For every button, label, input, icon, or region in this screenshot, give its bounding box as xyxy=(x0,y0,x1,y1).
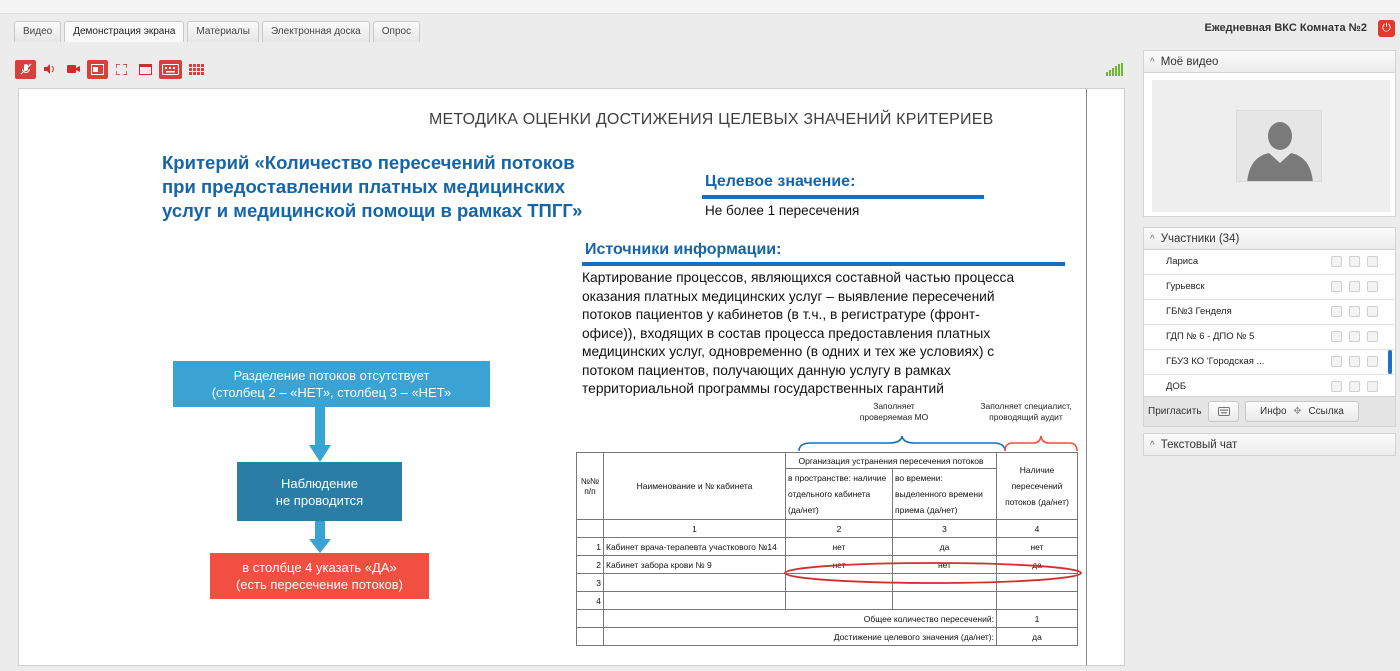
table-row: 2 Кабинет забора крови № 9 нет нет да xyxy=(577,556,1078,574)
table-row: 4 xyxy=(577,592,1078,610)
room-title: Ежедневная ВКС Комната №2 xyxy=(1204,22,1367,34)
achieve-value: да xyxy=(997,628,1078,646)
layout-icon[interactable] xyxy=(87,60,108,79)
note-filled-by-auditor: Заполняет специалист, проводящий аудит xyxy=(980,401,1072,422)
list-item[interactable]: ГБУЗ КО 'Городская ... xyxy=(1144,350,1395,375)
text-chat-header[interactable]: ^ Текстовый чат xyxy=(1143,433,1396,456)
total-label: Общее количество пересечений: xyxy=(604,610,997,628)
chevron-up-icon: ^ xyxy=(1150,234,1155,245)
th-group: Организация устранения пересечения потоков xyxy=(786,453,997,469)
table-row: 3 xyxy=(577,574,1078,592)
my-video-box xyxy=(1143,73,1396,217)
participants-list xyxy=(1143,250,1396,397)
flow-box-no-observation: Наблюдение не проводится xyxy=(237,462,402,521)
th-space: в пространстве: наличие отдельного кабинета (да/нет) xyxy=(786,469,893,520)
info-link-button[interactable]: Инфо ✥ Ссылка xyxy=(1245,401,1359,422)
invite-keyboard-button[interactable] xyxy=(1208,401,1239,422)
speaker-icon[interactable] xyxy=(39,60,60,79)
table-row: 1 Кабинет врача-терапевта участкового №14 нет да нет xyxy=(577,538,1078,556)
chevron-up-icon: ^ xyxy=(1150,57,1155,68)
col-number-1: 1 xyxy=(604,520,786,538)
sources-underline xyxy=(582,262,1065,266)
tab-poll[interactable]: Опрос xyxy=(373,21,420,42)
fullscreen-icon[interactable] xyxy=(111,60,132,79)
flow-arrow-2 xyxy=(307,521,333,554)
grid-icon[interactable] xyxy=(185,60,208,79)
keyboard-icon xyxy=(1218,407,1230,416)
tab-screen-share[interactable]: Демонстрация экрана xyxy=(64,21,184,42)
link-icon: ✥ xyxy=(1293,406,1302,417)
list-item[interactable]: Гурьевск xyxy=(1144,275,1395,300)
list-item[interactable]: ГБ№3 Генделя xyxy=(1144,300,1395,325)
table-total-row xyxy=(577,610,1078,628)
list-item[interactable]: ДОБ xyxy=(1144,375,1395,400)
flow-box-no-separation: Разделение потоков отсутствует (столбец 2 – «НЕТ», столбец 3 – «НЕТ» xyxy=(173,361,490,407)
my-video-header[interactable]: ^ Моё видео xyxy=(1143,50,1396,73)
achieve-label: Достижение целевого значения (да/нет): xyxy=(604,628,997,646)
tab-whiteboard[interactable]: Электронная доска xyxy=(262,21,370,42)
invite-label: Пригласить xyxy=(1148,406,1202,417)
highlight-ellipse xyxy=(782,560,1084,586)
tab-video[interactable]: Видео xyxy=(14,21,61,42)
flow-arrow-1 xyxy=(307,407,333,463)
target-underline xyxy=(702,195,984,199)
criterion-table xyxy=(576,452,1078,646)
list-item[interactable]: Лариса xyxy=(1144,250,1395,275)
tab-materials[interactable]: Материалы xyxy=(187,21,259,42)
right-panel xyxy=(1143,50,1396,456)
th-time: во времени: выделенного времени приема (да/нет) xyxy=(893,469,997,520)
camera-icon[interactable] xyxy=(63,60,84,79)
criterion-title: Критерий «Количество пересечений потоков при предоставлении платных медицинских услуг и медицинской помощи в рамках ТПГГ» xyxy=(162,152,583,221)
screen-share-area xyxy=(18,88,1125,666)
th-name: Наименование и № кабинета xyxy=(604,453,786,520)
sources-text: Картирование процессов, являющихся составной частью процесса оказания платных медицинских услуг – выявление пересечений потоков пациентов у кабинетов (в т.ч., в регистратуре (фронт- офисе)), входящих в состав процесса предоставления платных медицинских услуг, одновременно (в одних и тех же условиях) с потоком пациентов, получающих данную услугу в рамках территориальной программы государственных гарантий xyxy=(582,270,1015,396)
window-icon[interactable] xyxy=(135,60,156,79)
participants-header[interactable]: ^ Участники (34) xyxy=(1143,227,1396,250)
power-icon[interactable]: ⏻ xyxy=(1378,20,1395,37)
slide-side-strip xyxy=(1086,89,1124,665)
th-crossings: Наличие пересечений потоков (да/нет) xyxy=(997,453,1078,520)
brace-auditor xyxy=(1003,435,1079,453)
mic-muted-icon[interactable] xyxy=(15,60,36,79)
keyboard-icon[interactable] xyxy=(159,60,182,79)
chevron-up-icon: ^ xyxy=(1150,440,1155,451)
list-item[interactable]: ГДП № 6 - ДПО № 5 xyxy=(1144,325,1395,350)
total-value: 1 xyxy=(997,610,1078,628)
avatar-icon xyxy=(1236,110,1322,182)
slide-title: МЕТОДИКА ОЦЕНКИ ДОСТИЖЕНИЯ ЦЕЛЕВЫХ ЗНАЧЕНИЙ КРИТЕРИЕВ xyxy=(429,111,994,128)
tab-bar xyxy=(14,21,423,42)
media-toolbar xyxy=(15,58,211,80)
brace-mo xyxy=(797,435,1007,453)
col-number-4: 4 xyxy=(997,520,1078,538)
flow-box-mark-yes: в столбце 4 указать «ДА» (есть пересечение потоков) xyxy=(210,553,429,599)
sources-heading: Источники информации: xyxy=(585,241,782,258)
top-strip xyxy=(0,0,1400,14)
note-filled-by-mo: Заполняет проверяемая МО xyxy=(859,401,929,422)
participants-scrollbar[interactable] xyxy=(1388,350,1392,374)
presentation-slide xyxy=(19,89,1086,665)
participants-footer xyxy=(1143,397,1396,427)
col-number-3: 3 xyxy=(893,520,997,538)
target-value: Не более 1 пересечения xyxy=(705,203,860,218)
th-number: №№ п/п xyxy=(577,453,604,520)
table-achieve-row xyxy=(577,628,1078,646)
col-number-2: 2 xyxy=(786,520,893,538)
signal-icon xyxy=(1106,63,1123,76)
target-heading: Целевое значение: xyxy=(705,173,856,190)
